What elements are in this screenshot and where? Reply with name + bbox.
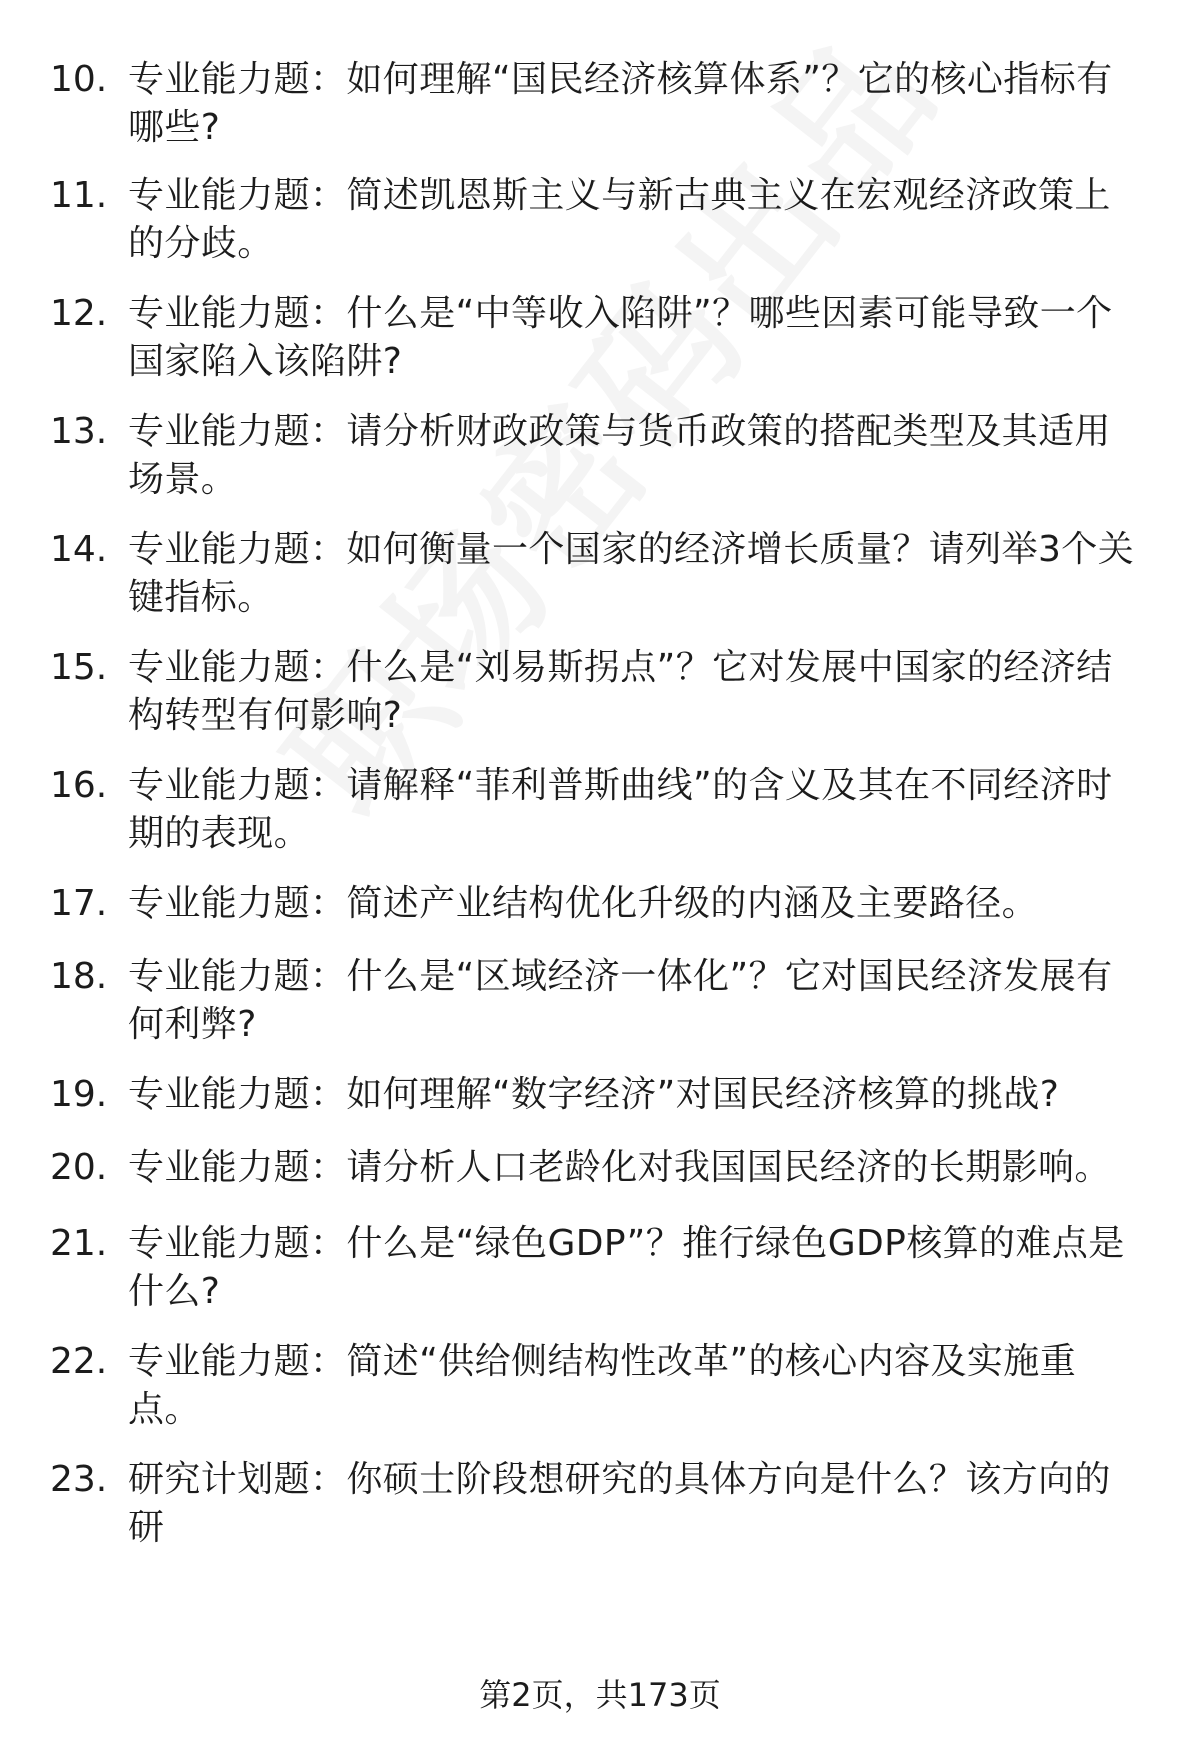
question-number: 13. (50, 411, 108, 452)
question-text: 专业能力题：简述产业结构优化升级的内涵及主要路径。 (128, 883, 1039, 924)
question-text: 专业能力题：请分析人口老龄化对我国国民经济的长期影响。 (128, 1147, 1111, 1188)
question-text: 专业能力题：如何理解“国民经济核算体系”？它的核心指标有哪些? (128, 59, 1113, 148)
question-text: 专业能力题：简述凯恩斯主义与新古典主义在宏观经济政策上的分歧。 (128, 175, 1111, 264)
question-text: 专业能力题：简述“供给侧结构性改革”的核心内容及实施重点。 (128, 1341, 1077, 1430)
question-text: 研究计划题：你硕士阶段想研究的具体方向是什么？该方向的研 (128, 1459, 1111, 1548)
question-text: 专业能力题：什么是“中等收入陷阱”？哪些因素可能导致一个国家陷入该陷阱? (128, 293, 1113, 382)
question-number: 12. (50, 293, 108, 334)
question-number: 17. (50, 883, 108, 924)
question-number: 18. (50, 956, 108, 997)
question-number: 16. (50, 765, 108, 806)
question-text: 专业能力题：什么是“绿色GDP”？推行绿色GDP核算的难点是什么? (128, 1223, 1125, 1312)
question-number: 15. (50, 647, 108, 688)
question-text: 专业能力题：如何衡量一个国家的经济增长质量？请列举3个关键指标。 (128, 529, 1135, 618)
question-number: 20. (50, 1147, 108, 1188)
question-text: 专业能力题：如何理解“数字经济”对国民经济核算的挑战? (128, 1074, 1060, 1115)
question-text: 专业能力题：什么是“区域经济一体化”？它对国民经济发展有何利弊? (128, 956, 1113, 1045)
question-text: 专业能力题：请分析财政政策与货币政策的搭配类型及其适用场景。 (128, 411, 1111, 500)
question-text: 专业能力题：什么是“刘易斯拐点”？它对发展中国家的经济结构转型有何影响? (128, 647, 1113, 736)
question-number: 11. (50, 175, 108, 216)
question-number: 22. (50, 1341, 108, 1382)
question-number: 14. (50, 529, 108, 570)
question-text: 专业能力题：请解释“菲利普斯曲线”的含义及其在不同经济时期的表现。 (128, 765, 1113, 854)
question-number: 21. (50, 1223, 108, 1264)
question-number: 23. (50, 1459, 108, 1500)
question-number: 19. (50, 1074, 108, 1115)
page-number: 第2页，共173页 (479, 1676, 721, 1714)
question-number: 10. (50, 59, 108, 100)
